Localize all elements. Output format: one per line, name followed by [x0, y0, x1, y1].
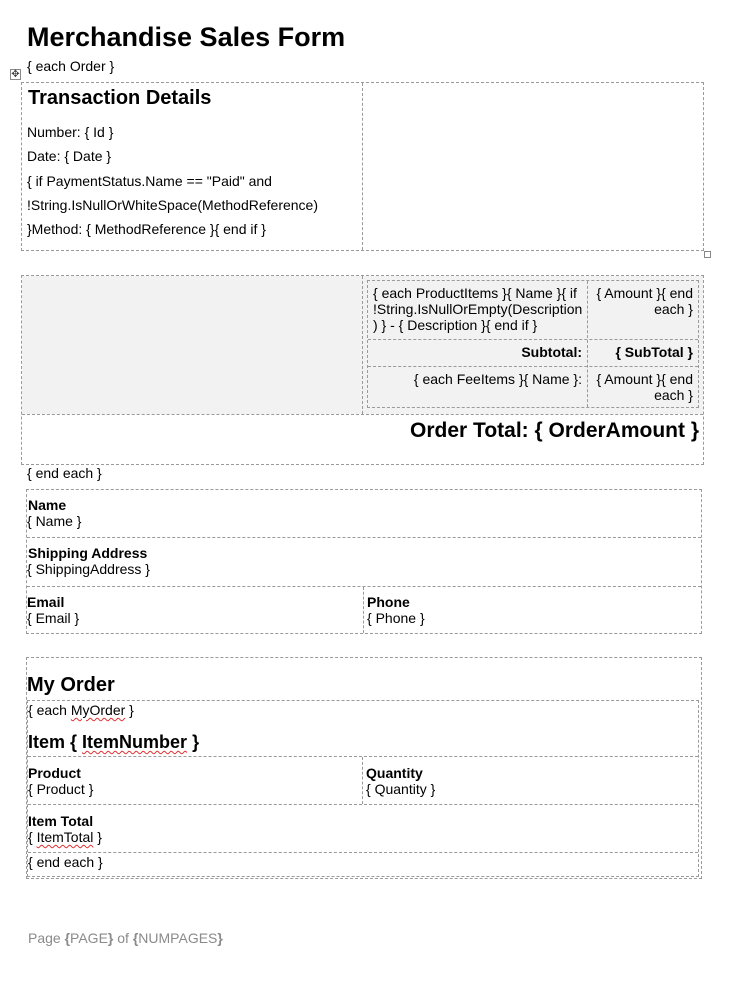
end-each-order-tag: { end each } — [27, 465, 102, 481]
subtotal-label: Subtotal: — [521, 344, 582, 360]
product-items-line3: ) } - { Description }{ end if } — [373, 317, 538, 333]
shipping-value: { ShippingAddress } — [27, 561, 150, 577]
email-value: { Email } — [27, 610, 80, 626]
quantity-label: Quantity — [366, 765, 423, 781]
footer-page-close: } — [107, 930, 114, 946]
transaction-method-line2: !String.IsNullOrWhiteSpace(MethodReference) — [27, 197, 319, 213]
items-inner-row-divider2 — [368, 366, 698, 367]
contact-row-divider1 — [27, 537, 701, 538]
fee-amount-line1: { Amount }{ end — [596, 371, 693, 387]
item-total-suffix: } — [93, 829, 102, 845]
page-footer — [28, 930, 223, 946]
product-label: Product — [28, 765, 81, 781]
shipping-label: Shipping Address — [28, 545, 148, 561]
product-items-line1: { each ProductItems }{ Name }{ if — [373, 285, 577, 301]
my-order-row-divider1 — [28, 756, 698, 757]
table-resize-handle-icon[interactable] — [704, 251, 711, 258]
footer-num-field: NUMPAGES — [138, 930, 218, 946]
name-value: { Name } — [27, 513, 82, 529]
table-move-handle-icon[interactable]: ✥ — [11, 69, 20, 80]
fee-amount-line2: each } — [654, 387, 693, 403]
transaction-method-line3: }Method: { MethodReference }{ end if } — [27, 221, 266, 237]
contact-col-divider — [363, 587, 364, 633]
my-order-row-divider3 — [28, 852, 698, 853]
items-table-empty-cell — [22, 276, 363, 414]
item-total-label: Item Total — [28, 813, 94, 829]
transaction-number: Number: { Id } — [27, 124, 114, 140]
footer-page-field: PAGE — [70, 930, 108, 946]
footer-page-prefix: Page — [28, 930, 65, 946]
quantity-value: { Quantity } — [366, 781, 436, 797]
each-my-order-prefix: { each — [28, 702, 71, 718]
item-number-heading — [28, 731, 199, 753]
footer-num-close: } — [217, 930, 223, 946]
item-total-word: ItemTotal — [36, 829, 94, 845]
item-total-value — [28, 829, 102, 845]
item-total-prefix: { — [28, 829, 37, 845]
transaction-method-line1: { if PaymentStatus.Name == "Paid" and — [27, 173, 272, 189]
name-label: Name — [28, 497, 67, 513]
my-order-inner-table — [27, 700, 699, 877]
my-order-heading: My Order — [27, 674, 115, 696]
product-amount-line1: { Amount }{ end — [596, 285, 693, 301]
product-amount-cell — [590, 285, 693, 317]
my-order-col-divider — [362, 757, 363, 804]
footer-of-text: of — [113, 930, 133, 946]
footer-num-open: { — [132, 930, 139, 946]
items-table-row-divider — [22, 414, 703, 415]
product-items-cell — [373, 285, 585, 333]
each-my-order-suffix: } — [125, 702, 134, 718]
transaction-date: Date: { Date } — [27, 148, 112, 164]
each-my-order-tag — [28, 702, 134, 718]
transaction-heading: Transaction Details — [28, 87, 212, 109]
items-inner-col-divider — [587, 281, 588, 407]
each-my-order-word: MyOrder — [70, 702, 126, 718]
items-inner-row-divider1 — [368, 339, 698, 340]
my-order-row-divider2 — [28, 804, 698, 805]
form-title: Merchandise Sales Form — [27, 22, 346, 52]
order-total: Order Total: { OrderAmount } — [410, 419, 699, 442]
fee-items-name: { each FeeItems }{ Name }: — [413, 371, 582, 387]
end-each-my-order-tag: { end each } — [28, 854, 103, 870]
item-number-prefix: Item { — [28, 732, 83, 752]
transaction-table-divider — [362, 83, 363, 250]
product-amount-line2: each } — [654, 301, 693, 317]
each-order-tag: { each Order } — [27, 58, 115, 74]
email-label: Email — [27, 594, 65, 610]
product-value: { Product } — [28, 781, 94, 797]
contact-row-divider2 — [27, 586, 701, 587]
item-number-suffix: } — [187, 732, 200, 752]
subtotal-value: { SubTotal } — [615, 344, 693, 360]
phone-value: { Phone } — [367, 610, 425, 626]
fee-amount-cell — [590, 371, 693, 403]
phone-label: Phone — [367, 594, 410, 610]
footer-page-open: { — [64, 930, 71, 946]
product-items-line2: !String.IsNullOrEmpty(Description — [373, 301, 583, 317]
item-number-word: ItemNumber — [82, 732, 188, 752]
